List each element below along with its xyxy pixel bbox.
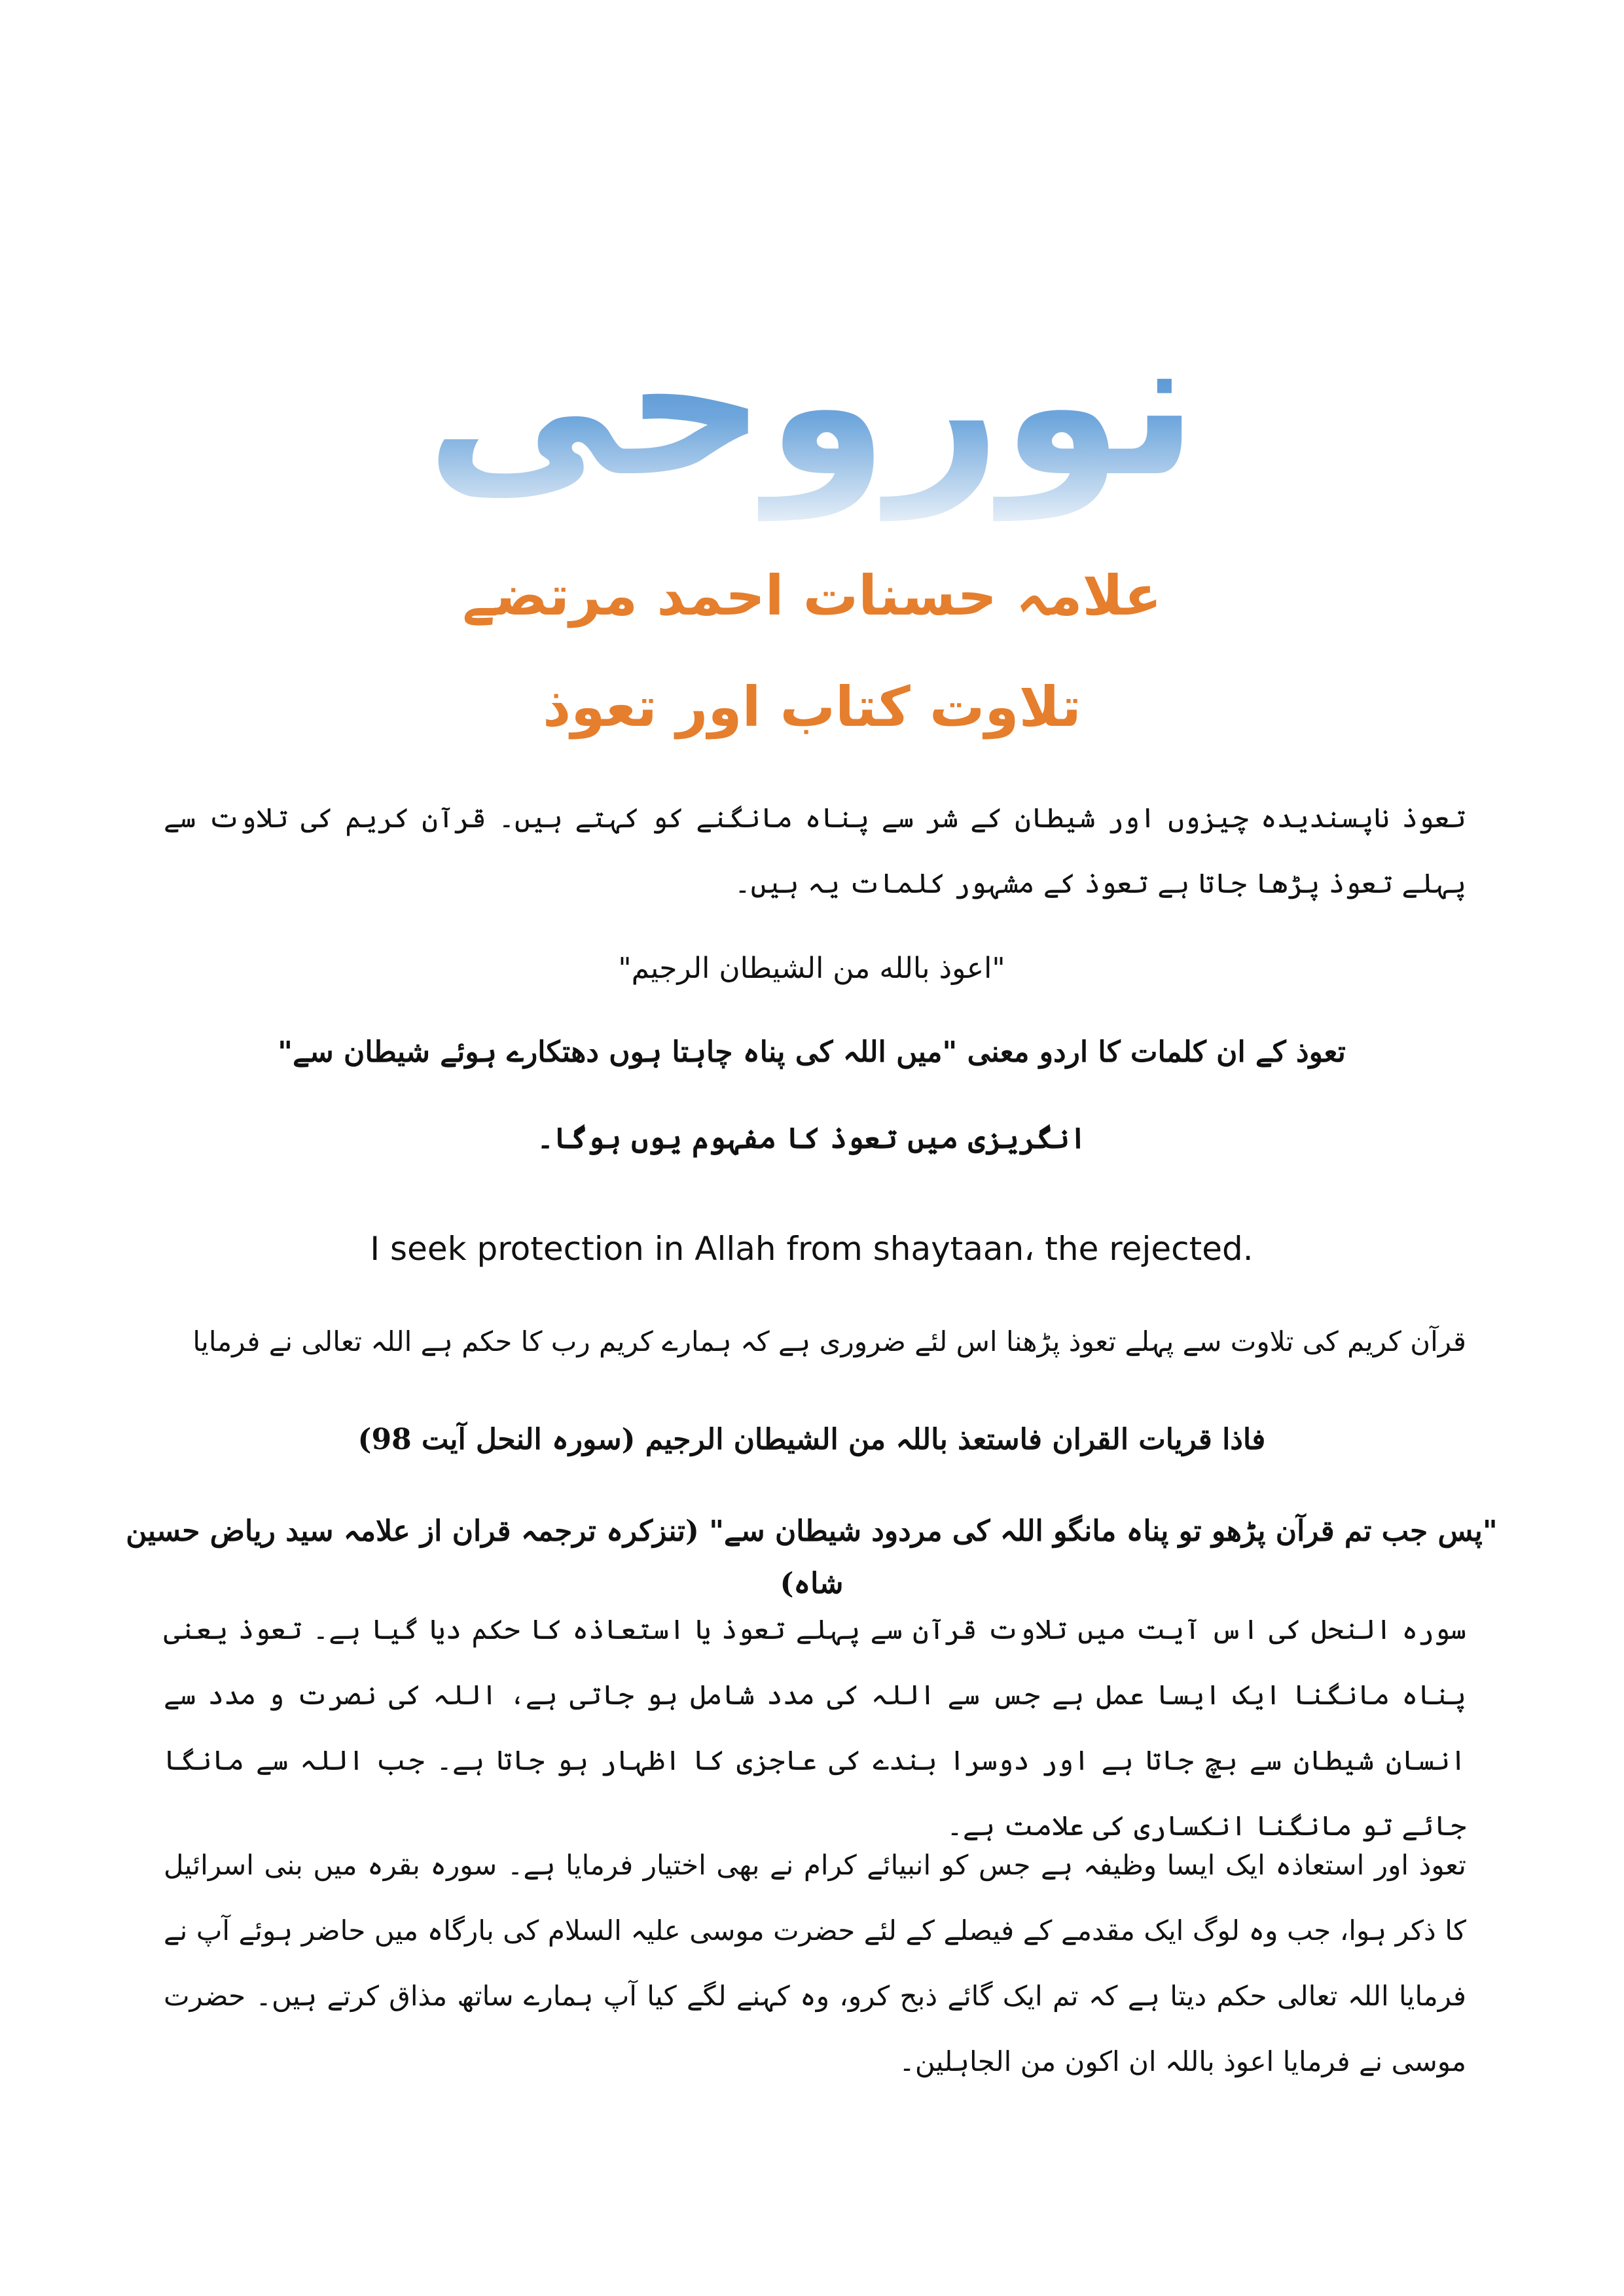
verse-translation: "پس جب تم قرآن پڑھو تو پناہ مانگو اللہ کی مردود شیطان سے" (تنزکرہ ترجمہ قران از علامہ سید ریاض حسین شاہ) <box>126 1515 1498 1600</box>
explanation-paragraph: سورہ النحل کی اس آیت میں تلاوت قرآن سے پہلے تعوذ یا استعاذہ کا حکم دیا گیا ہے۔ تعوذ یعنی پناہ مانگنا ایک ایسا عمل ہے جس سے اللہ کی مدد شامل ہو جاتی ہے، اللہ کی نصرت و مدد سے انسان شیطان سے بچ جاتا ہے اور دوسرا بندے کی عاجزی کا اظہار ہو جاتا ہے۔ جب اللہ سے مانگا جائے تو مانگنا انکساری کی علامت ہے۔ <box>164 1613 1466 1842</box>
quran-verse: فاذا قریات القران فاستعذ باللہ من الشیطان الرجیم (سورہ النحل آیت 98) <box>357 1423 1266 1456</box>
intro-paragraph: تعوذ ناپسندیدہ چیزوں اور شیطان کے شر سے پناہ مانگنے کو کہتے ہیں۔ قرآن کریم کی تلاوت سے پہلے تعوذ پڑھا جاتا ہے تعوذ کے مشہور کلمات یہ ہیں۔ <box>164 802 1466 899</box>
musa-story-paragraph: تعوذ اور استعاذہ ایک ایسا وظیفہ ہے جس کو انبیائے کرام نے بھی اختیار فرمایا ہے۔ سورہ بقرہ میں بنی اسرائیل کا ذکر ہوا، جب وہ لوگ ایک مقدمے کے فیصلے کے لئے حضرت موسی علیہ السلام کی بارگاہ میں حاضر ہوئے آپ نے فرمایا اللہ تعالی حکم دیتا ہے کہ تم ایک گائے ذبح کرو، وہ کہنے لگے کیا آپ ہمارے ساتھ مذاق کرتے ہیں۔ حضرت موسی نے فرمایا اعوذ باللہ ان اکون من الجاہلین۔ <box>164 1849 1466 2077</box>
english-meaning: I seek protection in Allah from shaytaan، the rejected. <box>370 1230 1254 1268</box>
author-heading: علامہ حسنات احمد مرتضے <box>462 564 1162 628</box>
noor-e-wahi-logo: نوروحی <box>0 288 1624 524</box>
document-title: تلاوت کتاب اور تعوذ <box>543 675 1081 739</box>
urdu-meaning: تعوذ کے ان کلمات کا اردو معنی "میں اللہ کی پناہ چاہتا ہوں دھتکارے ہوئے شیطان سے" <box>278 1035 1346 1069</box>
arabic-taawwudh: "اعوذ بالله من الشيطان الرجيم" <box>618 952 1005 985</box>
english-intro: انگریزی میں تعوذ کا مفہوم یوں ہوگا۔ <box>537 1122 1087 1155</box>
recitation-reason-paragraph: قرآن کریم کی تلاوت سے پہلے تعوذ پڑھنا اس لئے ضروری ہے کہ ہمارے کریم رب کا حکم ہے اللہ تعالی نے فرمایا <box>192 1325 1466 1357</box>
